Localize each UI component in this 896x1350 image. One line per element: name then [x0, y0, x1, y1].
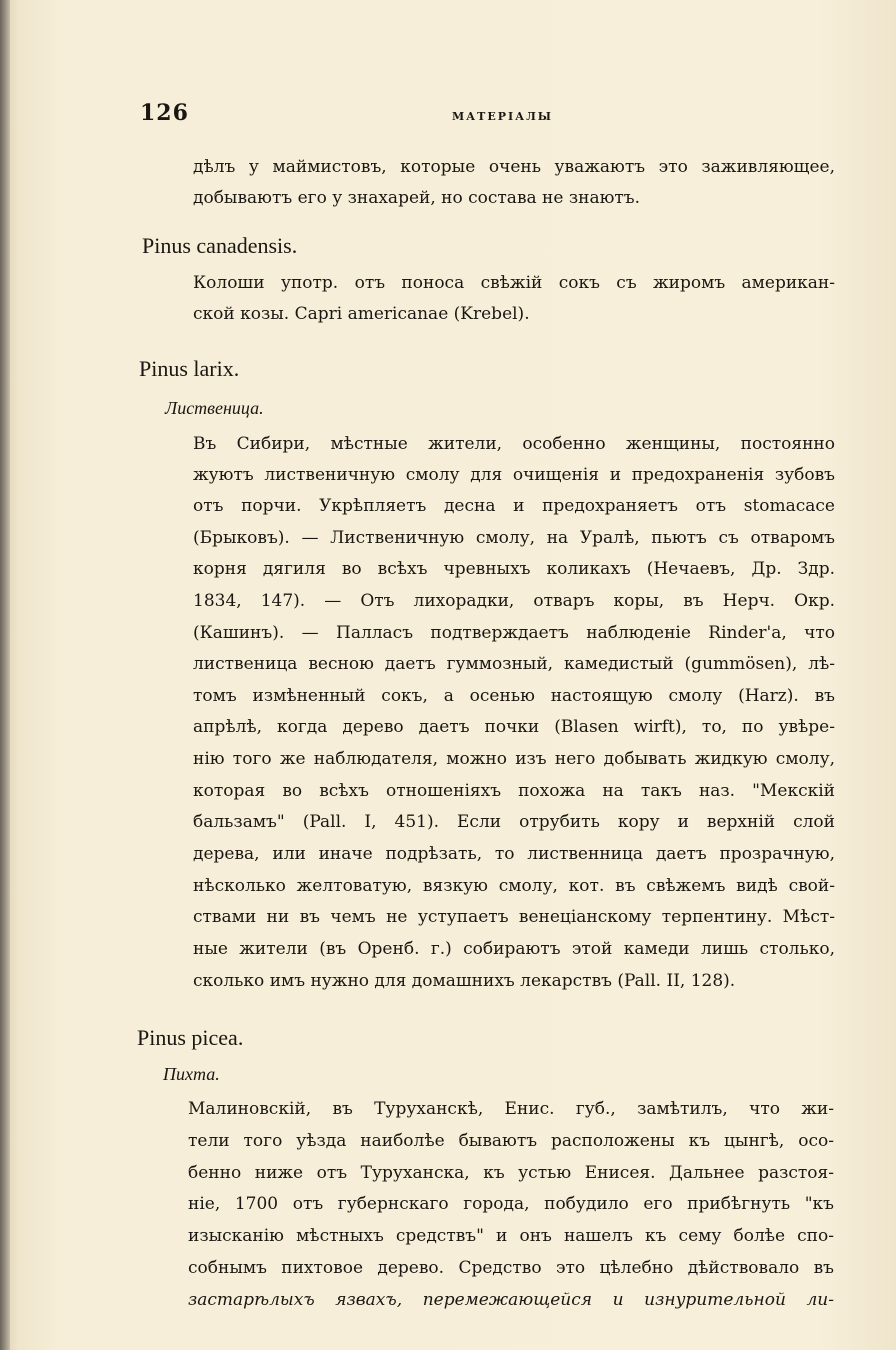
body-line: застарѣлыхъ язвахъ, перемежающейся и изнурительной ли- — [188, 1290, 834, 1310]
body-line: нію того же наблюдателя, можно изъ него добывать жидкую смолу, — [193, 749, 835, 769]
body-line: нѣсколько желтоватую, вязкую смолу, кот. въ свѣжемъ видѣ свой- — [193, 876, 835, 896]
body-line: изысканію мѣстныхъ средствъ" и онъ нашелъ къ сему болѣе спо- — [188, 1226, 834, 1246]
body-line: ствами ни въ чемъ не уступаетъ венеціанскому терпентину. Мѣст- — [193, 907, 835, 927]
body-line: Колоши употр. отъ поноса свѣжій сокъ съ жиромъ американ- — [193, 273, 835, 293]
body-line: (Кашинъ). — Палласъ подтверждаетъ наблюденіе Rinder'а, что — [193, 623, 835, 643]
body-line: Въ Сибири, мѣстные жители, особенно женщины, постоянно — [193, 434, 835, 454]
body-line: собнымъ пихтовое дерево. Средство это цѣлебно дѣйствовало въ — [188, 1258, 834, 1278]
body-line: бальзамъ" (Pall. I, 451). Если отрубить кору и верхній слой — [193, 812, 835, 832]
section-title: Pinus picea. — [137, 1025, 244, 1050]
body-line: томъ измѣненный сокъ, а осенью настоящую смолу (Harz). въ — [193, 686, 835, 706]
page-binding-edge — [0, 0, 10, 1350]
intro-line: добываютъ его у знахарей, но состава не знаютъ. — [193, 188, 641, 208]
body-line: лиственица весною даетъ гуммозный, камедистый (gummösen), лѣ- — [193, 654, 835, 674]
section-title: Pinus larix. — [139, 356, 240, 381]
body-line: дерева, или иначе подрѣзать, то лиственница даетъ прозрачную, — [193, 844, 835, 864]
running-title: МАТЕРІАЛЫ — [452, 110, 554, 123]
intro-line: дѣлъ у маймистовъ, которые очень уважаютъ это заживляющее, — [193, 157, 835, 177]
body-line: корня дягиля во всѣхъ чревныхъ коликахъ (Нечаевъ, Др. Здр. — [193, 559, 835, 579]
body-line: Малиновскій, въ Туруханскѣ, Енис. губ., замѣтилъ, что жи- — [188, 1099, 834, 1119]
body-line: тели того уѣзда наиболѣе бываютъ расположены къ цынгѣ, осо- — [188, 1131, 834, 1151]
page-header — [140, 100, 840, 130]
body-line: ніе, 1700 отъ губернскаго города, побудило его прибѣгнуть "къ — [188, 1194, 834, 1214]
body-line: (Брыковъ). — Лиственичную смолу, на Уралѣ, пьютъ съ отваромъ — [193, 528, 835, 548]
body-line: сколько имъ нужно для домашнихъ лекарствъ (Pall. II, 128). — [193, 971, 736, 991]
body-line: отъ порчи. Укрѣпляетъ десна и предохраняетъ отъ stomacace — [193, 496, 835, 516]
section-subtitle: Пихта. — [163, 1064, 220, 1084]
page-number: 126 — [140, 100, 189, 126]
section-subtitle: Лиственица. — [165, 398, 264, 418]
body-line: ные жители (въ Оренб. г.) собираютъ этой камеди лишь столько, — [193, 939, 835, 959]
body-line: ской козы. Capri americanae (Krebel). — [193, 304, 530, 324]
body-line: бенно ниже отъ Туруханска, къ устью Енисея. Дальнее разстоя- — [188, 1163, 834, 1183]
body-line: которая во всѣхъ отношеніяхъ похожа на такъ наз. "Мекскій — [193, 781, 835, 801]
body-line: апрѣлѣ, когда дерево даетъ почки (Blasen wirft), то, по увѣре- — [193, 717, 835, 737]
body-line: 1834, 147). — Отъ лихорадки, отваръ коры, въ Нерч. Окр. — [193, 591, 835, 611]
body-line: жуютъ лиственичную смолу для очищенія и предохраненія зубовъ — [193, 465, 835, 485]
section-title: Pinus canadensis. — [142, 233, 298, 258]
